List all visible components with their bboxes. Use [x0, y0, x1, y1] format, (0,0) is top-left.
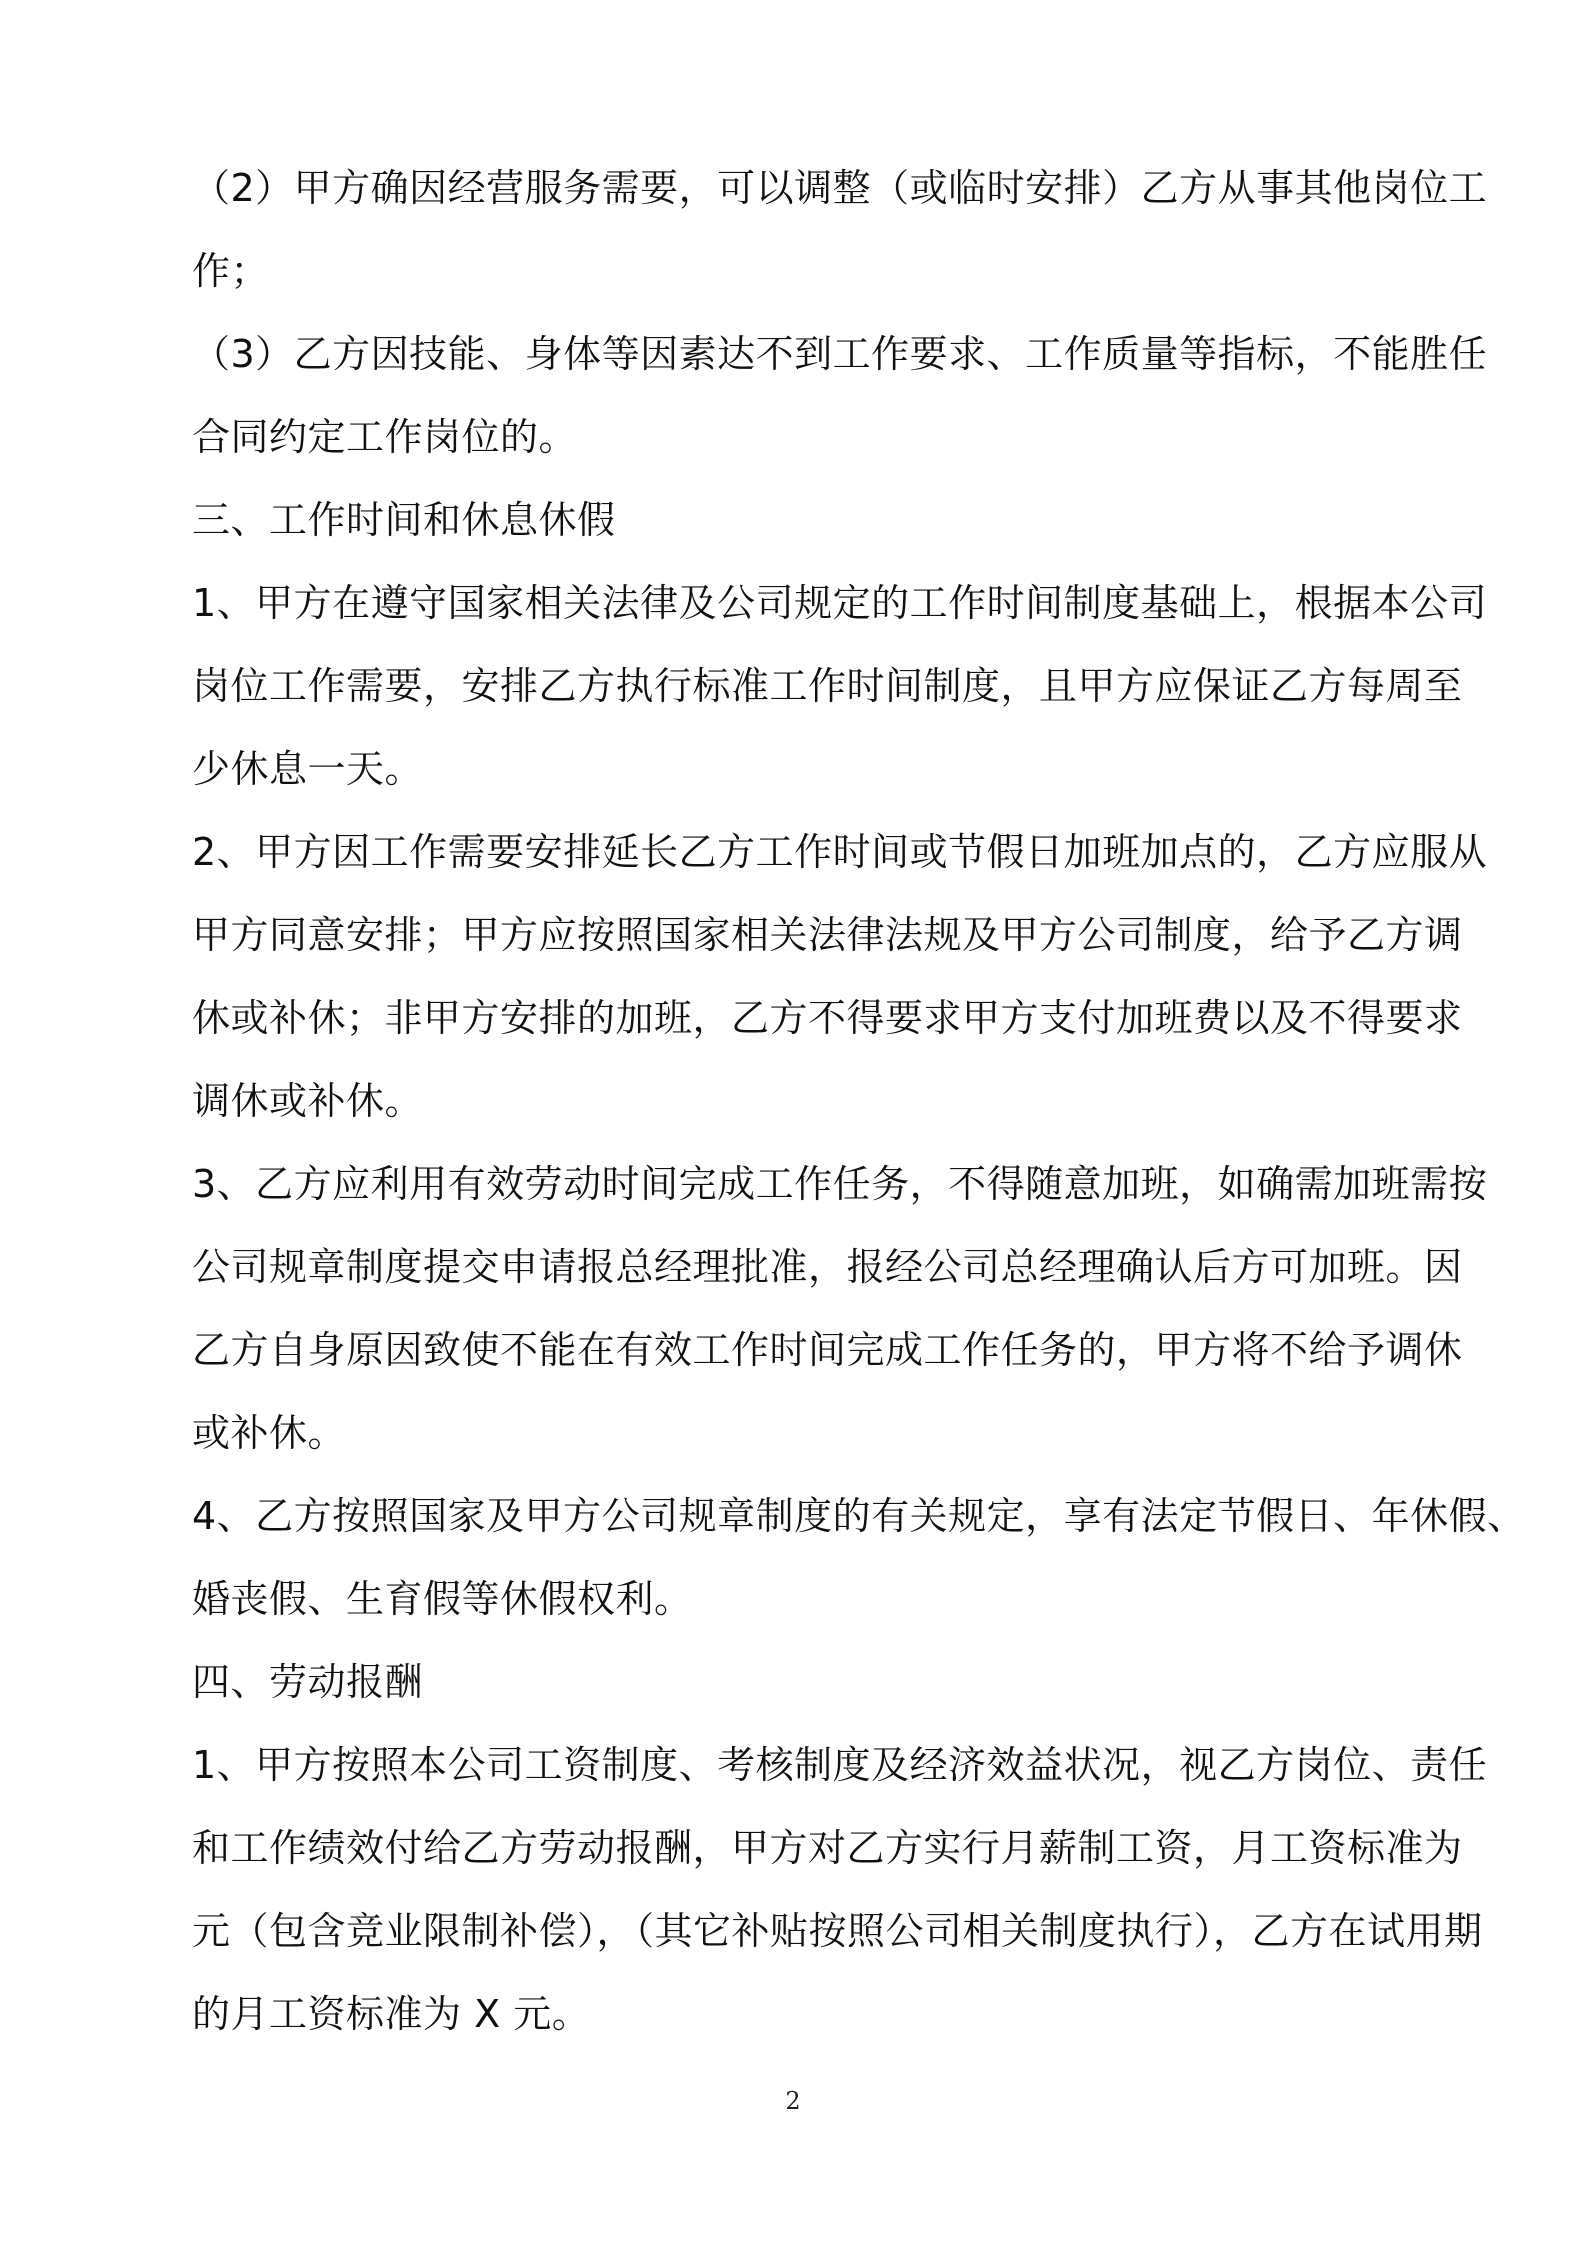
work-hours-item-2-line-1: 2、甲方因工作需要安排延长乙方工作时间或节假日加班加点的，乙方应服从 — [192, 830, 1488, 874]
section-heading-remuneration: 四、劳动报酬 — [192, 1660, 424, 1704]
remuneration-item-1-line-3: 元（包含竞业限制补偿），（其它补贴按照公司相关制度执行），乙方在试用期 — [192, 1909, 1483, 1953]
work-hours-item-3-line-1: 3、乙方应利用有效劳动时间完成工作任务，不得随意加班，如确需加班需按 — [192, 1162, 1488, 1206]
work-hours-item-3-line-4: 或补休。 — [192, 1411, 347, 1455]
work-hours-item-1-line-2: 岗位工作需要，安排乙方执行标准工作时间制度，且甲方应保证乙方每周至 — [192, 664, 1463, 708]
page-number: 2 — [785, 2087, 801, 2115]
work-hours-item-1-line-1: 1、甲方在遵守国家相关法律及公司规定的工作时间制度基础上，根据本公司 — [192, 581, 1488, 625]
clause-3-line-2: 合同约定工作岗位的。 — [192, 415, 578, 459]
clause-2-line-1: （2）甲方确因经营服务需要，可以调整（或临时安排）乙方从事其他岗位工 — [192, 166, 1488, 210]
work-hours-item-3-line-2: 公司规章制度提交申请报总经理批准，报经公司总经理确认后方可加班。因 — [192, 1245, 1463, 1289]
work-hours-item-2-line-3: 休或补休；非甲方安排的加班，乙方不得要求甲方支付加班费以及不得要求 — [192, 996, 1463, 1040]
clause-3-line-1: （3）乙方因技能、身体等因素达不到工作要求、工作质量等指标，不能胜任 — [192, 332, 1488, 376]
work-hours-item-2-line-4: 调休或补休。 — [192, 1079, 424, 1123]
section-heading-work-hours: 三、工作时间和休息休假 — [192, 498, 616, 542]
work-hours-item-2-line-2: 甲方同意安排；甲方应按照国家相关法律法规及甲方公司制度，给予乙方调 — [192, 913, 1463, 957]
work-hours-item-1-line-3: 少休息一天。 — [192, 747, 424, 791]
remuneration-item-1-line-2: 和工作绩效付给乙方劳动报酬，甲方对乙方实行月薪制工资，月工资标准为 — [192, 1826, 1463, 1870]
work-hours-item-4-line-1: 4、乙方按照国家及甲方公司规章制度的有关规定，享有法定节假日、年休假、 — [192, 1494, 1526, 1538]
remuneration-item-1-line-1: 1、甲方按照本公司工资制度、考核制度及经济效益状况，视乙方岗位、责任 — [192, 1743, 1488, 1787]
remuneration-item-1-line-4: 的月工资标准为 X 元。 — [192, 1992, 591, 2036]
work-hours-item-3-line-3: 乙方自身原因致使不能在有效工作时间完成工作任务的，甲方将不给予调休 — [192, 1328, 1463, 1372]
clause-2-line-2: 作； — [192, 249, 270, 293]
work-hours-item-4-line-2: 婚丧假、生育假等休假权利。 — [192, 1577, 693, 1621]
